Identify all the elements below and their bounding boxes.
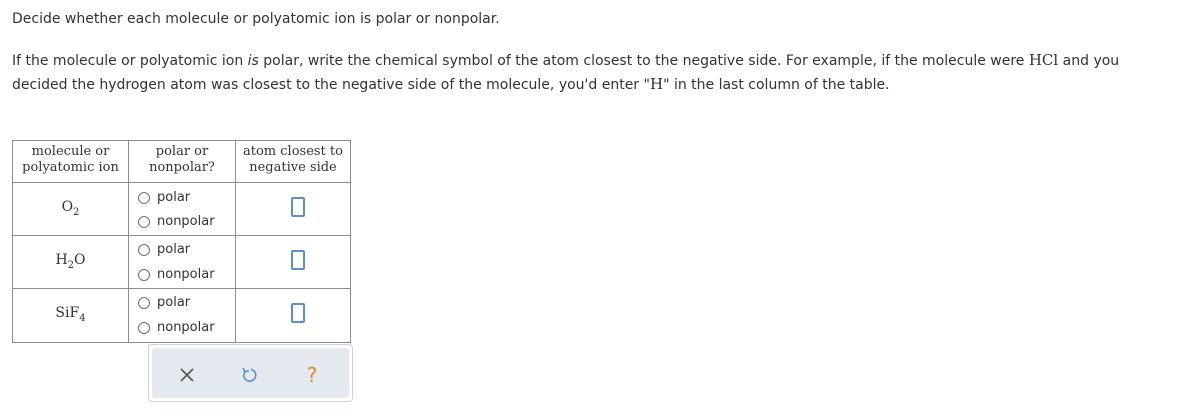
radio-polar[interactable] <box>138 242 190 257</box>
radio-label: polar <box>157 295 191 310</box>
radio-polar[interactable] <box>138 190 190 205</box>
instruction-line-1: Decide whether each molecule or polyatomic ion is polar or nonpolar. <box>12 11 500 27</box>
radio-circle[interactable] <box>138 216 150 228</box>
header-polarity <box>129 144 235 180</box>
header-line: atom closest to <box>243 144 343 159</box>
instruction-line-3 <box>12 74 890 95</box>
instruction-text: If the molecule or polyatomic ion <box>12 53 248 69</box>
answer-toolbar <box>148 344 353 402</box>
radio-circle[interactable] <box>138 269 150 281</box>
radio-circle[interactable] <box>138 322 150 334</box>
radio-label: nonpolar <box>157 267 215 282</box>
formula-subscript: 4 <box>79 312 86 324</box>
formula-subscript: 2 <box>67 259 75 271</box>
instruction-text: and you <box>1058 53 1120 69</box>
molecule-formula <box>13 305 128 324</box>
instruction-text: polar, write the chemical symbol of the atom closest to the negative side. For example, if the molecule were <box>258 53 1029 69</box>
header-line: nonpolar? <box>149 160 215 175</box>
row-divider <box>13 182 350 183</box>
radio-circle[interactable] <box>138 244 150 256</box>
header-line: polyatomic ion <box>22 160 119 175</box>
undo-button[interactable] <box>238 364 260 386</box>
radio-nonpolar[interactable] <box>138 320 215 335</box>
formula-base: O <box>61 199 74 215</box>
formula-subscript: 2 <box>73 206 80 218</box>
header-line: negative side <box>249 160 337 175</box>
atom-answer-input[interactable] <box>291 250 305 270</box>
radio-nonpolar[interactable] <box>138 214 215 229</box>
radio-polar[interactable] <box>138 295 190 310</box>
close-x-icon <box>179 367 195 383</box>
radio-label: polar <box>157 242 191 257</box>
header-atom-closest <box>236 144 350 180</box>
help-question-icon: ? <box>306 363 318 387</box>
molecule-formula <box>13 199 128 218</box>
formula-base: H <box>55 252 68 268</box>
polarity-table <box>12 140 351 343</box>
molecule-formula <box>13 252 128 271</box>
row-divider <box>13 235 350 236</box>
header-line: molecule or <box>31 144 110 159</box>
example-formula: HCl <box>1028 51 1059 69</box>
radio-nonpolar[interactable] <box>138 267 215 282</box>
atom-answer-input[interactable] <box>291 197 305 217</box>
header-line: polar or <box>155 144 209 159</box>
formula-suffix: O <box>74 252 86 268</box>
row-divider <box>13 288 350 289</box>
toolbar-background <box>152 348 349 398</box>
clear-button[interactable] <box>176 364 198 386</box>
radio-label: nonpolar <box>157 214 215 229</box>
instruction-emphasis: is <box>247 53 259 69</box>
radio-circle[interactable] <box>138 192 150 204</box>
formula-base: SiF <box>55 305 80 321</box>
instruction-text: decided the hydrogen atom was closest to the negative side of the molecule, you'd enter " <box>12 77 650 93</box>
undo-icon <box>240 366 258 384</box>
example-symbol: H <box>649 75 664 93</box>
header-molecule <box>13 144 128 180</box>
radio-label: nonpolar <box>157 320 215 335</box>
instruction-text: " in the last column of the table. <box>663 77 890 93</box>
instruction-line-2 <box>12 50 1119 71</box>
radio-label: polar <box>157 190 191 205</box>
radio-circle[interactable] <box>138 297 150 309</box>
atom-answer-input[interactable] <box>291 303 305 323</box>
help-button[interactable] <box>301 364 323 386</box>
